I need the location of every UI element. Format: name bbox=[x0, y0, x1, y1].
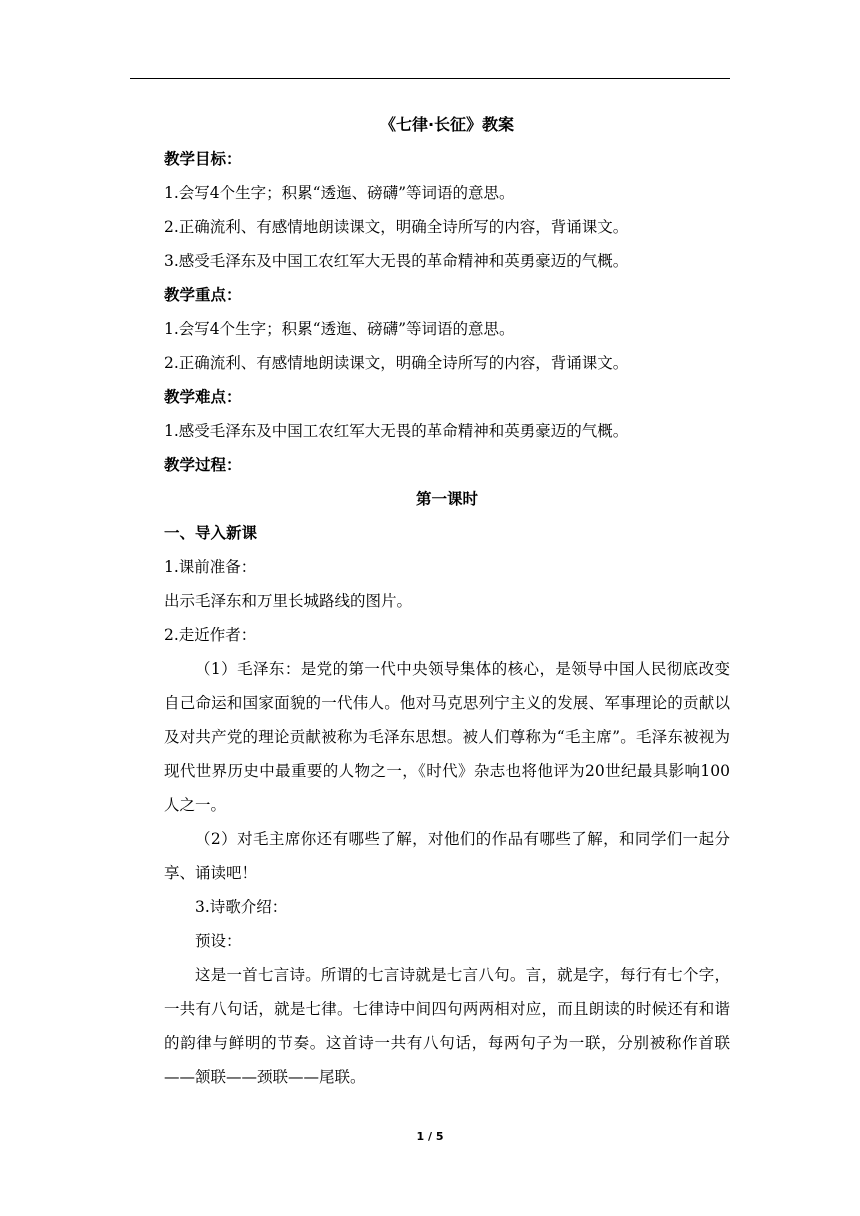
author-paragraph: （1）毛泽东：是党的第一代中央领导集体的核心，是领导中国人民彻底改变自己命运和国家面貌的一代伟人。他对马克思列宁主义的发展、军事理论的贡献以及对共产党的理论贡献被称为毛泽东思想。被人们尊称为“毛主席”。毛泽东被视为现代世界历史中最重要的人物之一，《时代》杂志也将他评为20世纪最具影响100人之一。 bbox=[164, 660, 730, 814]
difficulty-item: 1.感受毛泽东及中国工农红军大无畏的革命精神和英勇豪迈的气概。 bbox=[164, 422, 629, 440]
step-label: 3.诗歌介绍： bbox=[195, 898, 288, 916]
header-rule bbox=[130, 78, 730, 79]
keypoint-item: 1.会写4个生字；积累“透迤、磅礴”等词语的意思。 bbox=[164, 320, 515, 338]
step-label: 1.课前准备： bbox=[164, 558, 257, 576]
step-label: 2.走近作者： bbox=[164, 626, 257, 644]
section-heading: 一、导入新课 bbox=[164, 524, 258, 542]
objective-item: 2.正确流利、有感情地朗读课文，明确全诗所写的内容，背诵课文。 bbox=[164, 218, 629, 236]
keypoints-heading: 教学重点： bbox=[164, 286, 242, 304]
lesson-heading: 第一课时 bbox=[415, 490, 478, 508]
document-body bbox=[164, 108, 730, 1094]
preset-label: 预设： bbox=[195, 932, 242, 950]
page-number: 1 / 5 bbox=[416, 1130, 444, 1143]
step-text: 出示毛泽东和万里长城路线的图片。 bbox=[164, 592, 413, 610]
difficulties-heading: 教学难点： bbox=[164, 388, 242, 406]
process-heading: 教学过程： bbox=[164, 456, 242, 474]
share-paragraph: （2）对毛主席你还有哪些了解，对他们的作品有哪些了解，和同学们一起分享、诵读吧！ bbox=[164, 830, 730, 882]
document-title: 《七律·长征》教案 bbox=[379, 115, 515, 134]
poem-paragraph: 这是一首七言诗。所谓的七言诗就是七言八句。言，就是字，每行有七个字，一共有八句话，就是七律。七律诗中间四句两两相对应，而且朗读的时候还有和谐的韵律与鲜明的节奏。这首诗一共有八句话，每两句子为一联，分别被称作首联——颔联——颈联——尾联。 bbox=[164, 966, 730, 1086]
objective-item: 1.会写4个生字；积累“透迤、磅礴”等词语的意思。 bbox=[164, 184, 515, 202]
keypoint-item: 2.正确流利、有感情地朗读课文，明确全诗所写的内容，背诵课文。 bbox=[164, 354, 629, 372]
objective-item: 3.感受毛泽东及中国工农红军大无畏的革命精神和英勇豪迈的气概。 bbox=[164, 252, 629, 270]
objectives-heading: 教学目标： bbox=[164, 150, 242, 168]
